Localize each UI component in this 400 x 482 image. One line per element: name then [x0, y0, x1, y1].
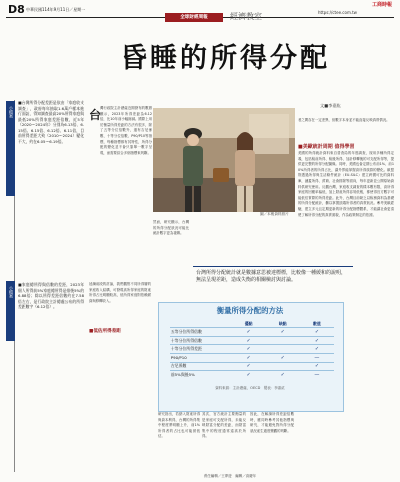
check-icon: ✓	[300, 345, 334, 354]
sub-heading: ■低估所得差距	[89, 329, 121, 334]
info-box-title: 衡量所得分配的方法	[216, 306, 284, 315]
check-icon: ✓	[232, 336, 266, 345]
body-paragraph: 然而，研究顯示，台灣的所得分配狀況可能比統計數字更為複雜。	[153, 220, 189, 236]
check-icon: ✓	[232, 328, 266, 337]
check-icon: —	[300, 353, 334, 362]
page-number: D8	[8, 3, 25, 16]
byline: 文■李嘉紘	[320, 103, 341, 108]
issue-date: 中華民國114年9月11日／星期一	[26, 7, 86, 12]
check-icon: ✓	[266, 353, 300, 362]
sidebar-note-2: ■家庭總所得與倍數的差距，2023年個人所得前5%家庭總所得是排後5%的6.88倍；除以所得差距倍數約在7.58倍左右，是行政院主計總處公布的所得差距數字（6.12倍）。	[18, 282, 84, 309]
check-icon: ✓	[266, 328, 300, 337]
table-header: 缺點	[278, 320, 287, 326]
site-url[interactable]: https://ctee.com.tw	[318, 10, 357, 15]
row-label: 十等分位所得倍數	[170, 336, 232, 345]
table-header: 優點	[244, 320, 253, 326]
pull-quote: 台灣所得分配統計就是數據意思被達標標，比較像一種緩和的說明，無法呈現差距，造成失衡的相關檢討與討論。	[196, 270, 347, 284]
table-header	[170, 320, 232, 328]
body-paragraph: 者之間存在一定差異，但數字本身並不能直接反映真實情況。	[298, 118, 390, 122]
row-label: 十等分位所得差距	[170, 345, 232, 354]
sub-heading: ■美歐統計周期 值得學習	[298, 144, 355, 150]
check-icon: ✓	[300, 328, 334, 337]
section-title: 經濟教室	[230, 12, 262, 21]
photo-caption: 圖／本報資料照片	[260, 212, 289, 216]
table-header: 數值	[313, 320, 321, 326]
article-title: 昏睡的所得分配	[120, 43, 330, 74]
check-icon: ✓	[232, 345, 266, 354]
section-badge: 全球財經周報	[165, 13, 223, 22]
check-icon: ✓	[266, 371, 300, 379]
body-paragraph: 其次，官方統計主要衡量的是家庭可支配所得，未能反映財富分配的差距，而財富集中的程度通常遠高於所得。	[202, 412, 246, 439]
check-icon	[266, 336, 300, 345]
lead-paragraph: 灣行政院主計總處近期發布的數據顯示，2023年所得差距為6.12倍，比10年前小幅縮減。國際上用於衡量所得差距的方法有很多，除了五等分位倍數外，還有吉尼係數、十等分位倍數、P90/P10等指標，每種指標都有其特性，所得分配的變化並不會只靠單一數字呈現，而需要綜合多個指標來判斷。	[100, 106, 152, 155]
check-icon: ✓	[300, 336, 334, 345]
table-source: 資料來源：主計總處、OECD 製表：李嘉紘	[215, 386, 285, 390]
newspaper-logo: 工商時報	[371, 2, 392, 8]
check-icon	[266, 362, 300, 371]
row-label: 吉尼係數	[170, 362, 232, 371]
article-photo	[153, 108, 295, 212]
sidebar-note-1: ■台灣所得分配差距是依由「家庭收支調查」，政府每年抽取1.6萬戶樣本進行面訪，得知調查最高20%所得家庭與最低20%所得家庭差距倍數，近5年（2020～2024年）分別為6.13倍、6.15倍、6.15倍、6.12倍、6.11倍，目前所得差距大致（2010～2024）變化不大，約在6.05～6.19倍。	[18, 100, 84, 144]
check-icon: —	[300, 371, 334, 379]
check-icon: ✓	[232, 371, 266, 379]
check-icon: ✓	[232, 353, 266, 362]
check-icon: ✓	[300, 362, 334, 371]
check-icon: ✓	[232, 362, 266, 371]
body-paragraph: 研究指出，若納入財產所得與資本利得，台灣的所得集中程度將明顯上升，前1%所得者的占比也可能被低估。	[158, 412, 200, 439]
row-label: 五等分位所得倍數	[170, 328, 232, 337]
body-paragraph: 美國的所得統計資料來自普查局的年度調查，採用多種所得定義，包括稅前所得、稅後所得、加計移轉後的可支配所得等，提供更完整的所得分配圖像。同時，美國也會定期公布前1%、前10%所得者的所得占比，讓外界能掌握高所得族群的變化。歐盟則透過所得與生活條件統計（EU-SILC）建立跨國可比的資料庫，涵蓋所得、貧窮、社會排除等面向，每年更新並公開原始資料供研究使用。反觀台灣，家庭收支調查的樣本數有限，高所得家庭的回應率偏低，加上財產所得容易低報，都使得官方數字可能低估實際的所得差距。此外，台灣目前缺乏以稅務資料為基礎的所得分配統計，難以掌握頂端所得者的真實狀況。參考美歐經驗，建立多元且定期更新的所得分配指標體系，才能讓社會更清楚了解所得分配的真實面貌，作為政策制定的依據。	[298, 151, 394, 217]
photo-illustration	[153, 108, 295, 212]
check-icon	[266, 345, 300, 354]
row-label: P90/P10	[170, 353, 232, 362]
row-label: 前5%與後5%	[170, 371, 232, 379]
sidebar-tag-label: 小檔案	[9, 106, 14, 118]
drop-cap: 台	[89, 108, 102, 122]
body-paragraph: 延續前段的討論，我們觀察不同所得層的家庭收入結構，可發現高所得家庭的財產所得占比明顯較高，低所得家庭則依賴薪資與移轉收入。	[89, 282, 151, 303]
body-paragraph: 因此，在解讀所得差距倍數時，應同時參考其他指標與研究，才能避免對所得分配狀況產生過度樂觀的判斷。	[250, 412, 294, 433]
page-footer: 責任編輯／王夢遊 編輯／高慶年	[203, 474, 257, 478]
sidebar-tag-label: 小檔案	[9, 286, 14, 298]
